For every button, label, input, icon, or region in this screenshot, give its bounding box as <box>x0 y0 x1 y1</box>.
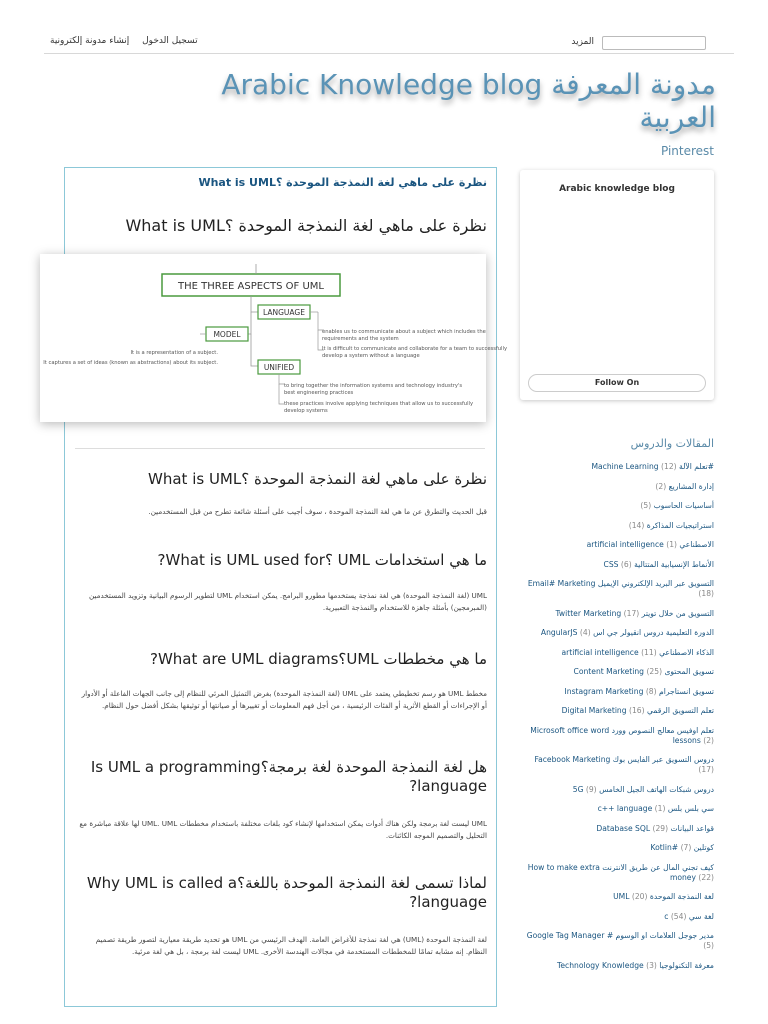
section1-heading: نظرة على ماهي لغة النمذجة الموحدة ؟What is UML <box>148 470 487 488</box>
category-count: (14) <box>628 520 645 530</box>
category-count: (1) <box>654 804 666 813</box>
more-link[interactable]: المزيد <box>571 37 594 47</box>
category-label[interactable]: إدارة المشاريع <box>668 481 714 491</box>
category-item[interactable] <box>518 863 714 883</box>
search-input[interactable] <box>602 36 706 50</box>
section3-text: مخطط UML هو رسم تخطيطي يعتمد على UML (لغة النمذجة الموحدة) بغرض التمثيل المرئي للنظام إلى جانب الجهات الفاعلة أو الأدوار أو الإجراءات أو القطع الأثرية أو الفئات الرئيسية ، من أجل فهم المعلومات أو تغييرها أو صيانتها أو توثيقها بشكل أفضل حول النظام. <box>81 689 487 710</box>
category-label[interactable]: تعلم التسويق الرقمي Digital Marketing <box>561 706 714 715</box>
category-count: (2) <box>655 481 667 491</box>
category-item[interactable] <box>518 667 714 677</box>
uml-aspects-diagram <box>40 254 508 422</box>
category-label[interactable]: أساسيات الحاسوب <box>653 501 714 510</box>
category-count: (54) <box>670 911 687 921</box>
diagram-lang-note3: It is difficult to communicate and collaborate for a team to successfully <box>322 346 508 352</box>
category-label[interactable]: لغة سي c <box>664 911 714 921</box>
create-blog-link[interactable]: إنشاء مدونة إلكترونية <box>50 36 130 46</box>
diagram-unified-note4: develop systems <box>284 408 328 414</box>
diagram-model-note1: It is a representation of a subject. <box>130 350 218 356</box>
post-title-link[interactable]: نظرة على ماهي لغة النمذجة الموحدة ؟What is UML <box>198 176 487 189</box>
category-count: (7) <box>680 843 692 852</box>
category-label[interactable]: سي بلس بلس c++ language <box>597 804 714 813</box>
category-item[interactable] <box>518 931 714 951</box>
category-item[interactable] <box>518 609 714 619</box>
category-count: (9) <box>585 784 597 794</box>
category-label[interactable]: التسويق عبر البريد الإلكتروني الإيميل Email# Marketing <box>527 579 714 588</box>
diagram-language: LANGUAGE <box>263 308 305 317</box>
diagram-title: THE THREE ASPECTS OF UML <box>178 281 324 292</box>
category-item[interactable] <box>518 755 714 775</box>
category-item[interactable] <box>518 462 714 472</box>
category-label[interactable]: الدورة التعليمية دروس انقيولر جي اس AngularJS <box>540 628 714 637</box>
category-label[interactable]: الاصطناعي artificial intelligence <box>586 540 714 549</box>
category-label[interactable]: تسويق انستاجرام Instagram Marketing <box>564 686 714 696</box>
category-count: (29) <box>652 823 669 833</box>
category-item[interactable] <box>518 843 714 853</box>
diagram-unified-note3: these practices involve applying techniques that allow us to successfully <box>284 401 474 407</box>
category-item[interactable] <box>518 648 714 658</box>
category-count: (5) <box>703 941 714 950</box>
category-count: (2) <box>703 735 714 745</box>
diagram-lang-note1: enables us to communicate about a subject which includes the <box>322 329 486 335</box>
category-label[interactable]: التسويق من خلال تويتر Twitter Marketing <box>555 608 714 618</box>
category-count: (1) <box>666 540 677 549</box>
nav-links <box>50 36 208 46</box>
category-count: (20) <box>631 892 648 901</box>
category-count: (16) <box>628 706 645 715</box>
category-item[interactable] <box>518 628 714 638</box>
category-count: (25) <box>646 667 663 676</box>
category-item[interactable] <box>518 726 714 746</box>
post-heading: نظرة على ماهي لغة النمذجة الموحدة ؟What is UML <box>125 216 487 235</box>
category-count: (4) <box>579 628 591 637</box>
category-count: (17) <box>623 608 640 618</box>
category-item[interactable] <box>518 706 714 716</box>
category-count: (5) <box>640 501 652 510</box>
section5-text: لغة النمذجة الموحدة (UML) هي لغة نمذجة للأغراض العامة. الهدف الرئيسي من UML هو تحديد طريقة معيارية لتصور طريقة تصميم النظام. إنه مشابه تمامًا للمخططات المستخدمة في مجالات الهندسة الأخرى. UML ليست لغة برمجة ، بل هي لغة مرئية. <box>95 935 487 956</box>
category-label[interactable]: لغة النمذجة الموحدة UML <box>613 892 714 901</box>
category-count: (11) <box>641 647 657 657</box>
category-label[interactable]: الذكاء الاصطناعي artificial intelligence <box>561 647 714 657</box>
category-item[interactable] <box>518 560 714 570</box>
section2-heading: ما هي استخدامات UML ؟What is UML used for? <box>157 551 487 569</box>
categories-list <box>518 462 714 980</box>
diagram-model: MODEL <box>213 330 241 339</box>
category-label[interactable]: معرفة التكنولوجيا Technology Knowledge <box>557 960 714 970</box>
category-label[interactable]: قواعد البيانات Database SQL <box>596 823 714 833</box>
section3-heading: ما هي مخططات UML؟What are UML diagrams? <box>149 650 487 668</box>
category-count: (18) <box>698 589 714 598</box>
category-count: (22) <box>698 872 714 882</box>
category-label[interactable]: مدير جوجل العلامات او الوسوم Google Tag Manager # <box>526 931 714 940</box>
category-count: (17) <box>698 765 714 774</box>
section4-text: UML ليست لغة برمجة ولكن هناك أدوات يمكن استخدامها لإنشاء كود بلغات مختلفة باستخدام مخططات UML. UML لها علاقة مباشرة مع التحليل والتصميم الموجه الكائنات. <box>79 819 487 840</box>
category-item[interactable] <box>518 912 714 922</box>
category-item[interactable] <box>518 482 714 492</box>
category-item[interactable] <box>518 804 714 814</box>
category-item[interactable] <box>518 501 714 511</box>
category-label[interactable]: تسويق المحتوى Content Marketing <box>573 667 714 676</box>
login-link[interactable]: تسجيل الدخول <box>142 36 198 46</box>
category-label[interactable]: دروس شبكات الهاتف الجيل الخامس 5G <box>572 784 714 794</box>
diagram-unified-note2: best engineering practices <box>284 390 354 396</box>
category-item[interactable] <box>518 824 714 834</box>
category-item[interactable] <box>518 961 714 971</box>
category-item[interactable] <box>518 540 714 550</box>
categories-heading: المقالات والدروس <box>630 437 714 450</box>
section1-text: قبل الحديث والتطرق عن ما هي لغة النمذجة الموحدة ، سوف أجيب على أسئلة شائعة تطرح من قبل المستخدمين. <box>148 507 487 516</box>
follow-button[interactable]: Follow On <box>528 374 706 392</box>
category-count: (12) <box>661 462 677 471</box>
category-label[interactable]: تعلم اوفيس معالج النصوص وورد Microsoft office word lessons <box>530 725 714 745</box>
category-item[interactable] <box>518 579 714 599</box>
diagram-lang-note2: requirements and the system <box>322 336 399 342</box>
category-count: (6) <box>620 559 632 569</box>
category-label[interactable]: دروس التسويق عبر الفايس بوك Facebook Marketing <box>534 755 714 764</box>
category-count: (3) <box>646 960 657 970</box>
pinterest-heading: Pinterest <box>660 144 714 158</box>
blog-title[interactable]: Arabic Knowledge blog مدونة المعرفة العربية <box>221 68 716 134</box>
category-label[interactable]: كيف تجني المال عن طريق الانترنت How to make extra money <box>527 862 714 882</box>
section4-heading: هل لغة النمذجة الموحدة لغة برمجة؟Is UML a programming language? <box>90 758 487 795</box>
category-item[interactable] <box>518 687 714 697</box>
diagram-unified: UNIFIED <box>263 363 295 372</box>
category-item[interactable] <box>518 892 714 902</box>
divider <box>75 448 485 449</box>
diagram-lang-note4: develop a system without a language <box>322 353 420 359</box>
category-count: (8) <box>645 686 657 696</box>
category-label[interactable]: كوتلين Kotlin# <box>650 843 714 852</box>
category-label[interactable]: الأنماط الإنسيابية المتتالية CSS <box>603 559 714 569</box>
category-label[interactable]: #تعلم الآلة Machine Learning <box>591 462 714 471</box>
category-label[interactable]: استراتيجيات المذاكرة <box>646 520 714 530</box>
section2-text: UML (لغة النمذجة الموحدة) هي لغة نمذجة يستخدمها مطورو البرامج. يمكن استخدام UML لتطوير الرسوم البيانية وتزويد المستخدمين (المبرمجين) بأمثلة جاهزة للاستخدام والنمذجة التعبيرية. <box>88 591 487 612</box>
pinterest-widget <box>520 170 714 400</box>
category-item[interactable] <box>518 521 714 531</box>
diagram-unified-note1: to bring together the information systems and technology industry's <box>284 383 463 389</box>
pinterest-widget-title[interactable]: Arabic knowledge blog <box>559 184 675 194</box>
top-navbar <box>44 30 734 54</box>
diagram-model-note2: It captures a set of ideas (known as abstractions) about its subject. <box>43 360 218 366</box>
category-item[interactable] <box>518 785 714 795</box>
uml-diagram-svg <box>40 254 508 422</box>
section5-heading: لماذا تسمى لغة النمذجة الموحدة باللغة؟Why UML is called a language? <box>86 874 487 911</box>
